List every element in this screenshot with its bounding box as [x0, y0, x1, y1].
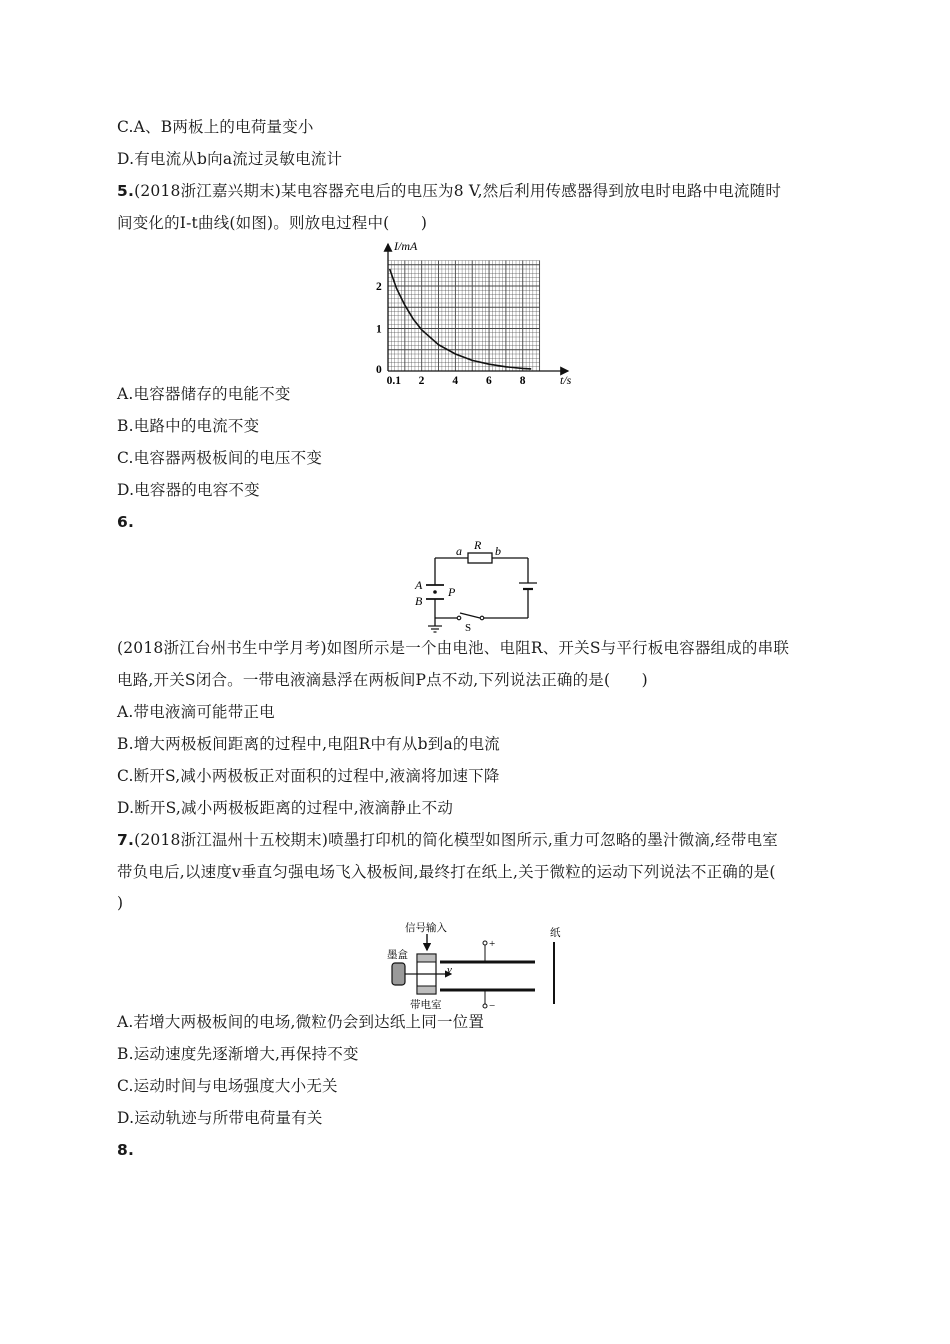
q7-stem-line2: 带负电后,以速度v垂直匀强电场飞入极板间,最终打在纸上,关于微粒的运动下列说法不正确的是(: [117, 863, 776, 881]
q5-option-a: A.电容器储存的电能不变: [117, 385, 291, 403]
switch-blade: [460, 613, 480, 618]
label-b: b: [495, 544, 501, 558]
label-paper: 纸: [550, 928, 561, 939]
q4-option-c: C.A、B两板上的电荷量变小: [117, 118, 314, 136]
label-plate-a: A: [415, 578, 423, 592]
q7-option-a: A.若增大两极板间的电场,微粒仍会到达纸上同一位置: [117, 1013, 485, 1031]
q5-stem-line2: 间变化的I-t曲线(如图)。则放电过程中( ): [117, 214, 428, 232]
q6-option-c: C.断开S,减小两极板正对面积的过程中,液滴将加速下降: [117, 767, 500, 785]
y-tick-label: 2: [376, 281, 382, 293]
q7-option-c: C.运动时间与电场强度大小无关: [117, 1077, 338, 1095]
q7-option-d: D.运动轨迹与所带电荷量有关: [117, 1109, 323, 1127]
chart-ylabel: I/mA: [394, 239, 418, 253]
x-tick-label: 8: [519, 375, 526, 386]
label-plate-b: B: [415, 594, 423, 608]
q5-option-c: C.电容器两极板间的电压不变: [117, 449, 323, 467]
q6-option-d: D.断开S,减小两极板距离的过程中,液滴静止不动: [117, 799, 454, 817]
inkjet-diagram: [385, 918, 570, 1013]
chart-xlabel: t/s: [560, 373, 572, 386]
q7-stem-text1: (2018浙江温州十五校期末)喷墨打印机的简化模型如图所示,重力可忽略的墨汁微滴,经带电室: [134, 831, 778, 849]
label-s: S: [465, 622, 472, 634]
q8-number: 8.: [117, 1141, 135, 1159]
q6-number: 6.: [117, 513, 135, 531]
label-a: a: [456, 544, 462, 558]
q7-stem-line3: ): [117, 894, 124, 912]
q5-option-d: D.电容器的电容不变: [117, 481, 260, 499]
q5-stem-line1: [117, 181, 781, 201]
q6-option-a: A.带电液滴可能带正电: [117, 703, 275, 721]
droplet-p: [433, 590, 437, 594]
x-tick-label: 0.1: [386, 375, 402, 386]
chart-ticks: [376, 281, 526, 386]
q5-number: 5.: [117, 182, 135, 200]
circuit-diagram: [410, 538, 555, 638]
x-tick-label: 2: [418, 375, 425, 386]
y-tick-label: 0: [376, 364, 382, 376]
label-charge-chamber: 带电室: [410, 1000, 442, 1011]
q5-stem-text1: (2018浙江嘉兴期末)某电容器充电后的电压为8 V,然后利用传感器得到放电时电路中电流随时: [134, 182, 782, 200]
q7-option-b: B.运动速度先逐渐增大,再保持不变: [117, 1045, 359, 1063]
q6-stem-line2: 电路,开关S闭合。一带电液滴悬浮在两板间P点不动,下列说法正确的是( ): [117, 671, 648, 689]
ink-box: [392, 963, 405, 985]
x-tick-label: 4: [452, 375, 459, 386]
label-r: R: [474, 538, 482, 552]
label-plus: +: [489, 938, 496, 950]
q6-option-b: B.增大两极板间距离的过程中,电阻R中有从b到a的电流: [117, 735, 500, 753]
y-tick-label: 1: [376, 323, 382, 336]
x-tick-label: 6: [486, 375, 492, 386]
resistor: [468, 553, 492, 563]
label-minus: −: [489, 1000, 496, 1012]
current-time-chart: [358, 238, 588, 386]
q7-number: 7.: [117, 831, 135, 849]
label-p: P: [448, 585, 456, 599]
q5-option-b: B.电路中的电流不变: [117, 417, 260, 435]
q7-stem-line1: [117, 830, 778, 850]
q6-stem-line1: (2018浙江台州书生中学月考)如图所示是一个由电池、电阻R、开关S与平行板电容器组成的串联: [117, 639, 790, 657]
label-velocity: v: [447, 964, 452, 976]
label-ink-box: 墨盒: [387, 950, 408, 961]
label-signal-input: 信号输入: [405, 923, 447, 934]
q4-option-d: D.有电流从b向a流过灵敏电流计: [117, 150, 343, 168]
